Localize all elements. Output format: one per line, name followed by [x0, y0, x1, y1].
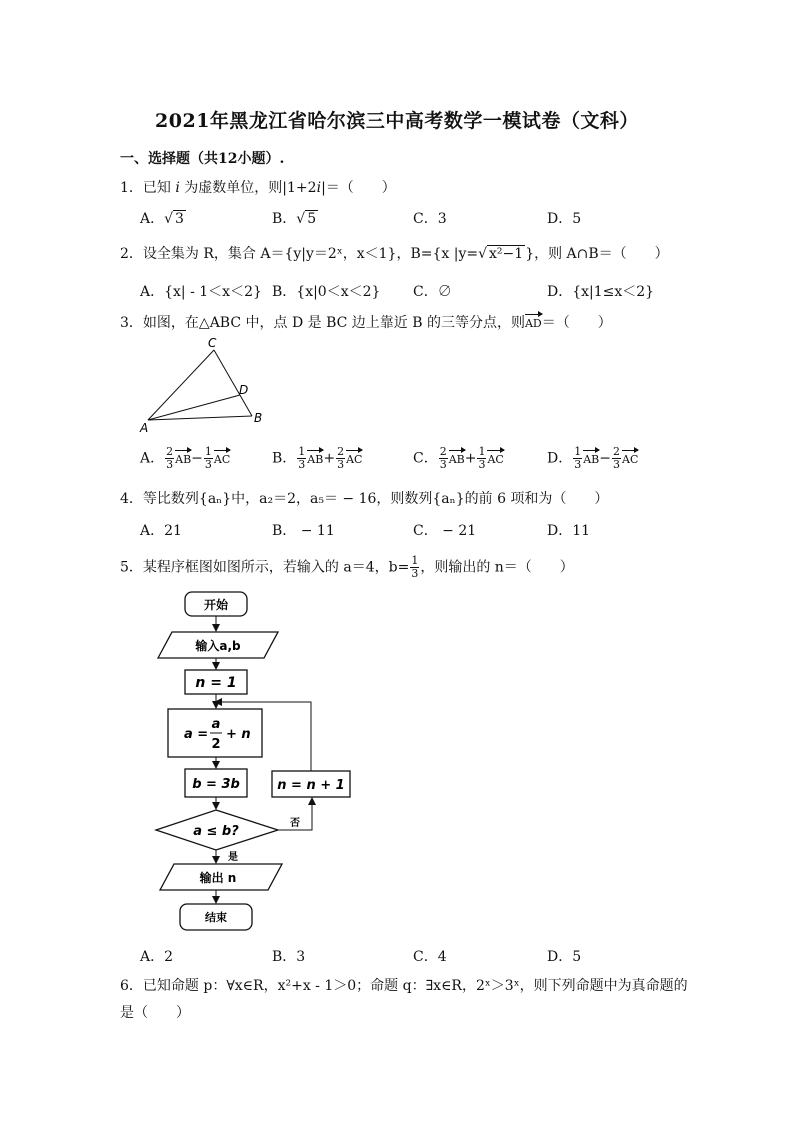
- option-d[interactable]: D． $\frac{1}{3}$ AB− $\frac{2}{3}$ AC: [547, 445, 639, 471]
- svg-text:输出 n: 输出 n: [199, 871, 237, 885]
- option-b[interactable]: B．√ 5: [272, 211, 317, 227]
- label-c: C: [208, 336, 217, 350]
- option-d[interactable]: D．11: [547, 523, 591, 539]
- label-a: A: [140, 421, 149, 435]
- segment-ad: [148, 395, 240, 420]
- option-c[interactable]: C．∅: [413, 284, 452, 300]
- option-a[interactable]: A．2: [140, 949, 174, 965]
- option-b[interactable]: B． − 11: [272, 523, 335, 539]
- page-title: 2021年黑龙江省哈尔滨三中高考数学一模试卷（文科）: [155, 110, 639, 132]
- svg-text:n = n + 1: n = n + 1: [277, 778, 345, 793]
- option-b[interactable]: B．3: [272, 949, 306, 965]
- option-a[interactable]: A．√ 3: [140, 211, 184, 227]
- svg-text:n = 1: n = 1: [195, 675, 237, 691]
- side-ac: [148, 350, 214, 420]
- option-d[interactable]: D．{x|1≤x＜2}: [547, 284, 655, 300]
- svg-text:结束: 结束: [205, 911, 227, 924]
- option-a[interactable]: A． $\frac{2}{3}$ AB− $\frac{1}{3}$ AC: [140, 445, 231, 471]
- question-1: 1．已知 i 为虚数单位，则|1+2i|＝（ ）: [120, 180, 396, 196]
- option-b[interactable]: B．{x|0＜x＜2}: [272, 284, 381, 300]
- svg-text:开始: 开始: [203, 598, 229, 612]
- option-c[interactable]: C．4: [413, 949, 447, 965]
- question-4: 4．等比数列{aₙ}中，a₂＝2，a₅＝ − 16，则数列{aₙ}的前 6 项和为（ ）: [120, 491, 609, 507]
- triangle-figure: [136, 336, 276, 436]
- option-b[interactable]: B． $\frac{1}{3}$ AB+ $\frac{2}{3}$ AC: [272, 445, 363, 471]
- question-3: 3．如图，在△ABC 中，点 D 是 BC 边上靠近 B 的三等分点，则AD＝（ ）: [120, 312, 612, 332]
- option-c[interactable]: C． $\frac{2}{3}$ AB+ $\frac{1}{3}$ AC: [413, 445, 504, 471]
- svg-text:a: a: [211, 717, 221, 732]
- label-b: B: [254, 411, 263, 425]
- svg-text:否: 否: [290, 818, 300, 829]
- svg-text:a =: a =: [184, 727, 209, 742]
- svg-text:输入a,b: 输入a,b: [195, 639, 241, 653]
- program-flowchart: [150, 586, 370, 936]
- option-c[interactable]: C．3: [413, 211, 447, 227]
- side-ab: [148, 416, 252, 420]
- svg-text:2: 2: [211, 737, 221, 752]
- option-a[interactable]: A．{x| - 1＜x＜2}: [140, 284, 262, 300]
- question-5: 5．某程序框图如图所示，若输入的 a＝4，b= $\frac{1}{3}$ ，则输出的 n＝（ ）: [120, 554, 574, 580]
- option-c[interactable]: C． − 21: [413, 523, 477, 539]
- svg-text:b = 3b: b = 3b: [192, 777, 240, 792]
- section-heading: 一、选择题（共12小题）.: [120, 151, 285, 167]
- option-d[interactable]: D．5: [547, 949, 582, 965]
- svg-text:是: 是: [228, 852, 238, 863]
- svg-text:a ≤ b?: a ≤ b?: [193, 824, 239, 839]
- question-2: 2．设全集为 R，集合 A＝{y|y＝2ˣ，x＜1}，B={x |y=√ x²−1 }，则 A∩B＝（ ）: [120, 246, 669, 262]
- option-d[interactable]: D．5: [547, 211, 582, 227]
- option-a[interactable]: A．21: [140, 523, 182, 539]
- question-6: 6．已知命题 p：∀x∈R，x²+x - 1＞0；命题 q：∃x∈R，2ˣ＞3ˣ，则下列命题中为真命题的是（ ）: [120, 978, 688, 1021]
- svg-text:+ n: + n: [226, 727, 251, 742]
- label-d: D: [239, 383, 249, 397]
